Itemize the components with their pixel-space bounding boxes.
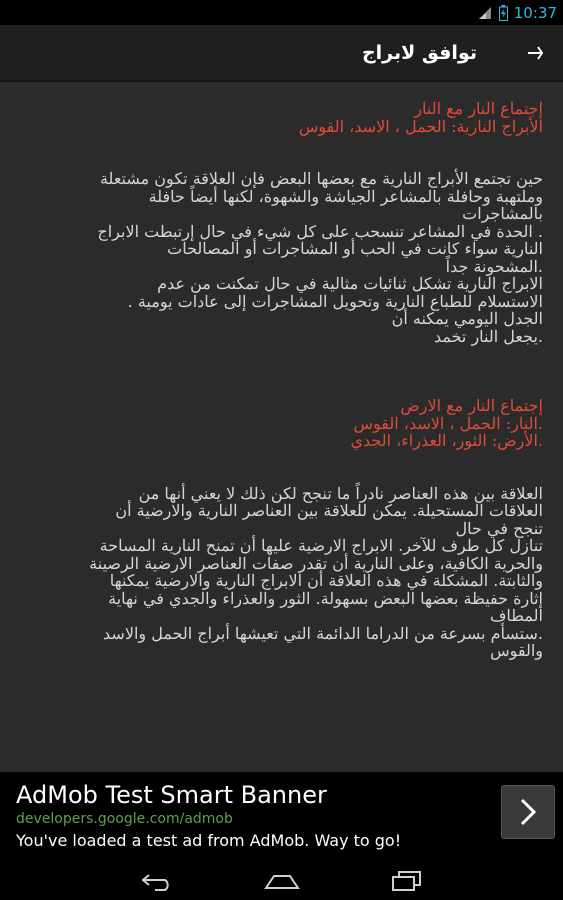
body-line: الجدل اليومي يمكنه أن [391, 309, 543, 328]
ad-title[interactable]: AdMob Test Smart Banner [16, 781, 327, 809]
body-line: تنجح في حال [455, 518, 543, 538]
body-line: تنازل كل طرف للآخر. الابراج الارضية عليها أن تمنح النارية المساحة [99, 536, 543, 555]
heading-line: .الأرض: الثور، العذراء، الجدي [350, 431, 543, 450]
section-body [18, 170, 543, 345]
heading-line: .النار: الحمل ، الاسد، القوس [353, 413, 543, 433]
status-time: 10:37 [513, 3, 557, 22]
page-title: توافق لابراج [361, 41, 477, 64]
body-line: .يجعل النار تخمد [433, 326, 543, 346]
body-line: . الحدة في المشاعر تنسحب على كل شيء في حال إرتبطت الابراج [97, 221, 543, 241]
ad-banner[interactable] [0, 772, 563, 862]
section-fire-fire [18, 100, 543, 345]
spacer [18, 450, 543, 485]
heading-line: إجتماع النار مع النار [414, 99, 543, 118]
action-bar [0, 25, 563, 82]
ad-url[interactable]: developers.google.com/admob [16, 811, 233, 827]
body-line: المطاف [489, 606, 543, 625]
system-nav-bar [0, 862, 563, 900]
status-bar [0, 0, 563, 25]
body-line: والقوس [490, 641, 543, 660]
section-body [18, 485, 543, 660]
heading-line: إجتماع النار مع الارض [400, 396, 543, 415]
nav-back-button[interactable] [138, 866, 178, 896]
spacer [18, 345, 543, 397]
nav-home-icon [264, 872, 300, 890]
back-arrow-icon [525, 43, 545, 63]
chevron-right-icon [517, 797, 539, 827]
section-heading [18, 100, 543, 135]
body-line: حين تجتمع الأبراج النارية مع بعضها البعض فإن العلاقة تكون مشتعلة [99, 169, 543, 188]
body-line: والثابتة. المشكلة في هذه العلاقة أن الابراج النارية والارضية يمكنها [109, 571, 543, 590]
body-line: العلاقات المستحيلة. يمكن للعلاقة بين العناصر النارية والارضية أن [115, 501, 543, 520]
body-line: بالمشاجرات [462, 204, 543, 223]
body-line: إثارة حفيظة بعضها البعض بسهولة. الثور والعذراء والجدي في نهاية [108, 588, 543, 608]
body-line: .ستسأم بسرعة من الدراما الدائمة التي تعيشها أبراج الحمل والاسد [103, 623, 543, 643]
battery-icon [499, 5, 508, 21]
nav-back-icon [141, 871, 175, 891]
body-line: الاستسلام للطباع النارية وتحويل المشاجرات إلى عادات يومية . [127, 291, 543, 311]
body-line: النارية سواء كانت في الحب أو المشاجرات أو المصالحات [167, 239, 543, 258]
body-line: والحرية الكافية، وعلى النارية أن تقدر صفات العناصر الارضية الرصينة [89, 553, 543, 573]
heading-line: الأبراج النارية: الحمل ، الاسد، القوس [298, 116, 543, 136]
section-heading [18, 397, 543, 450]
body-line: العلاقة بين هذه العناصر نادراً ما تنجح لكن ذلك لا يعني أنها من [138, 483, 543, 503]
nav-recents-button[interactable] [386, 866, 426, 896]
back-button[interactable] [507, 24, 563, 81]
body-line: وملتهبة وحافلة بالمشاعر الجياشة والشهوة، لكنها أيضاً حافلة [148, 186, 543, 206]
body-line: .المشحونة جداً [445, 256, 543, 276]
signal-icon [477, 5, 493, 21]
ad-description: You've loaded a test ad from AdMob. Way to go! [16, 831, 402, 850]
ad-open-button[interactable] [501, 785, 555, 839]
body-line: الابراج النارية تشكل ثنائيات مثالية في حال تمكنت من عدم [157, 274, 543, 293]
nav-recents-icon [390, 870, 422, 892]
nav-home-button[interactable] [262, 866, 302, 896]
spacer [18, 135, 543, 170]
article-content[interactable] [0, 84, 563, 772]
section-fire-earth [18, 397, 543, 660]
